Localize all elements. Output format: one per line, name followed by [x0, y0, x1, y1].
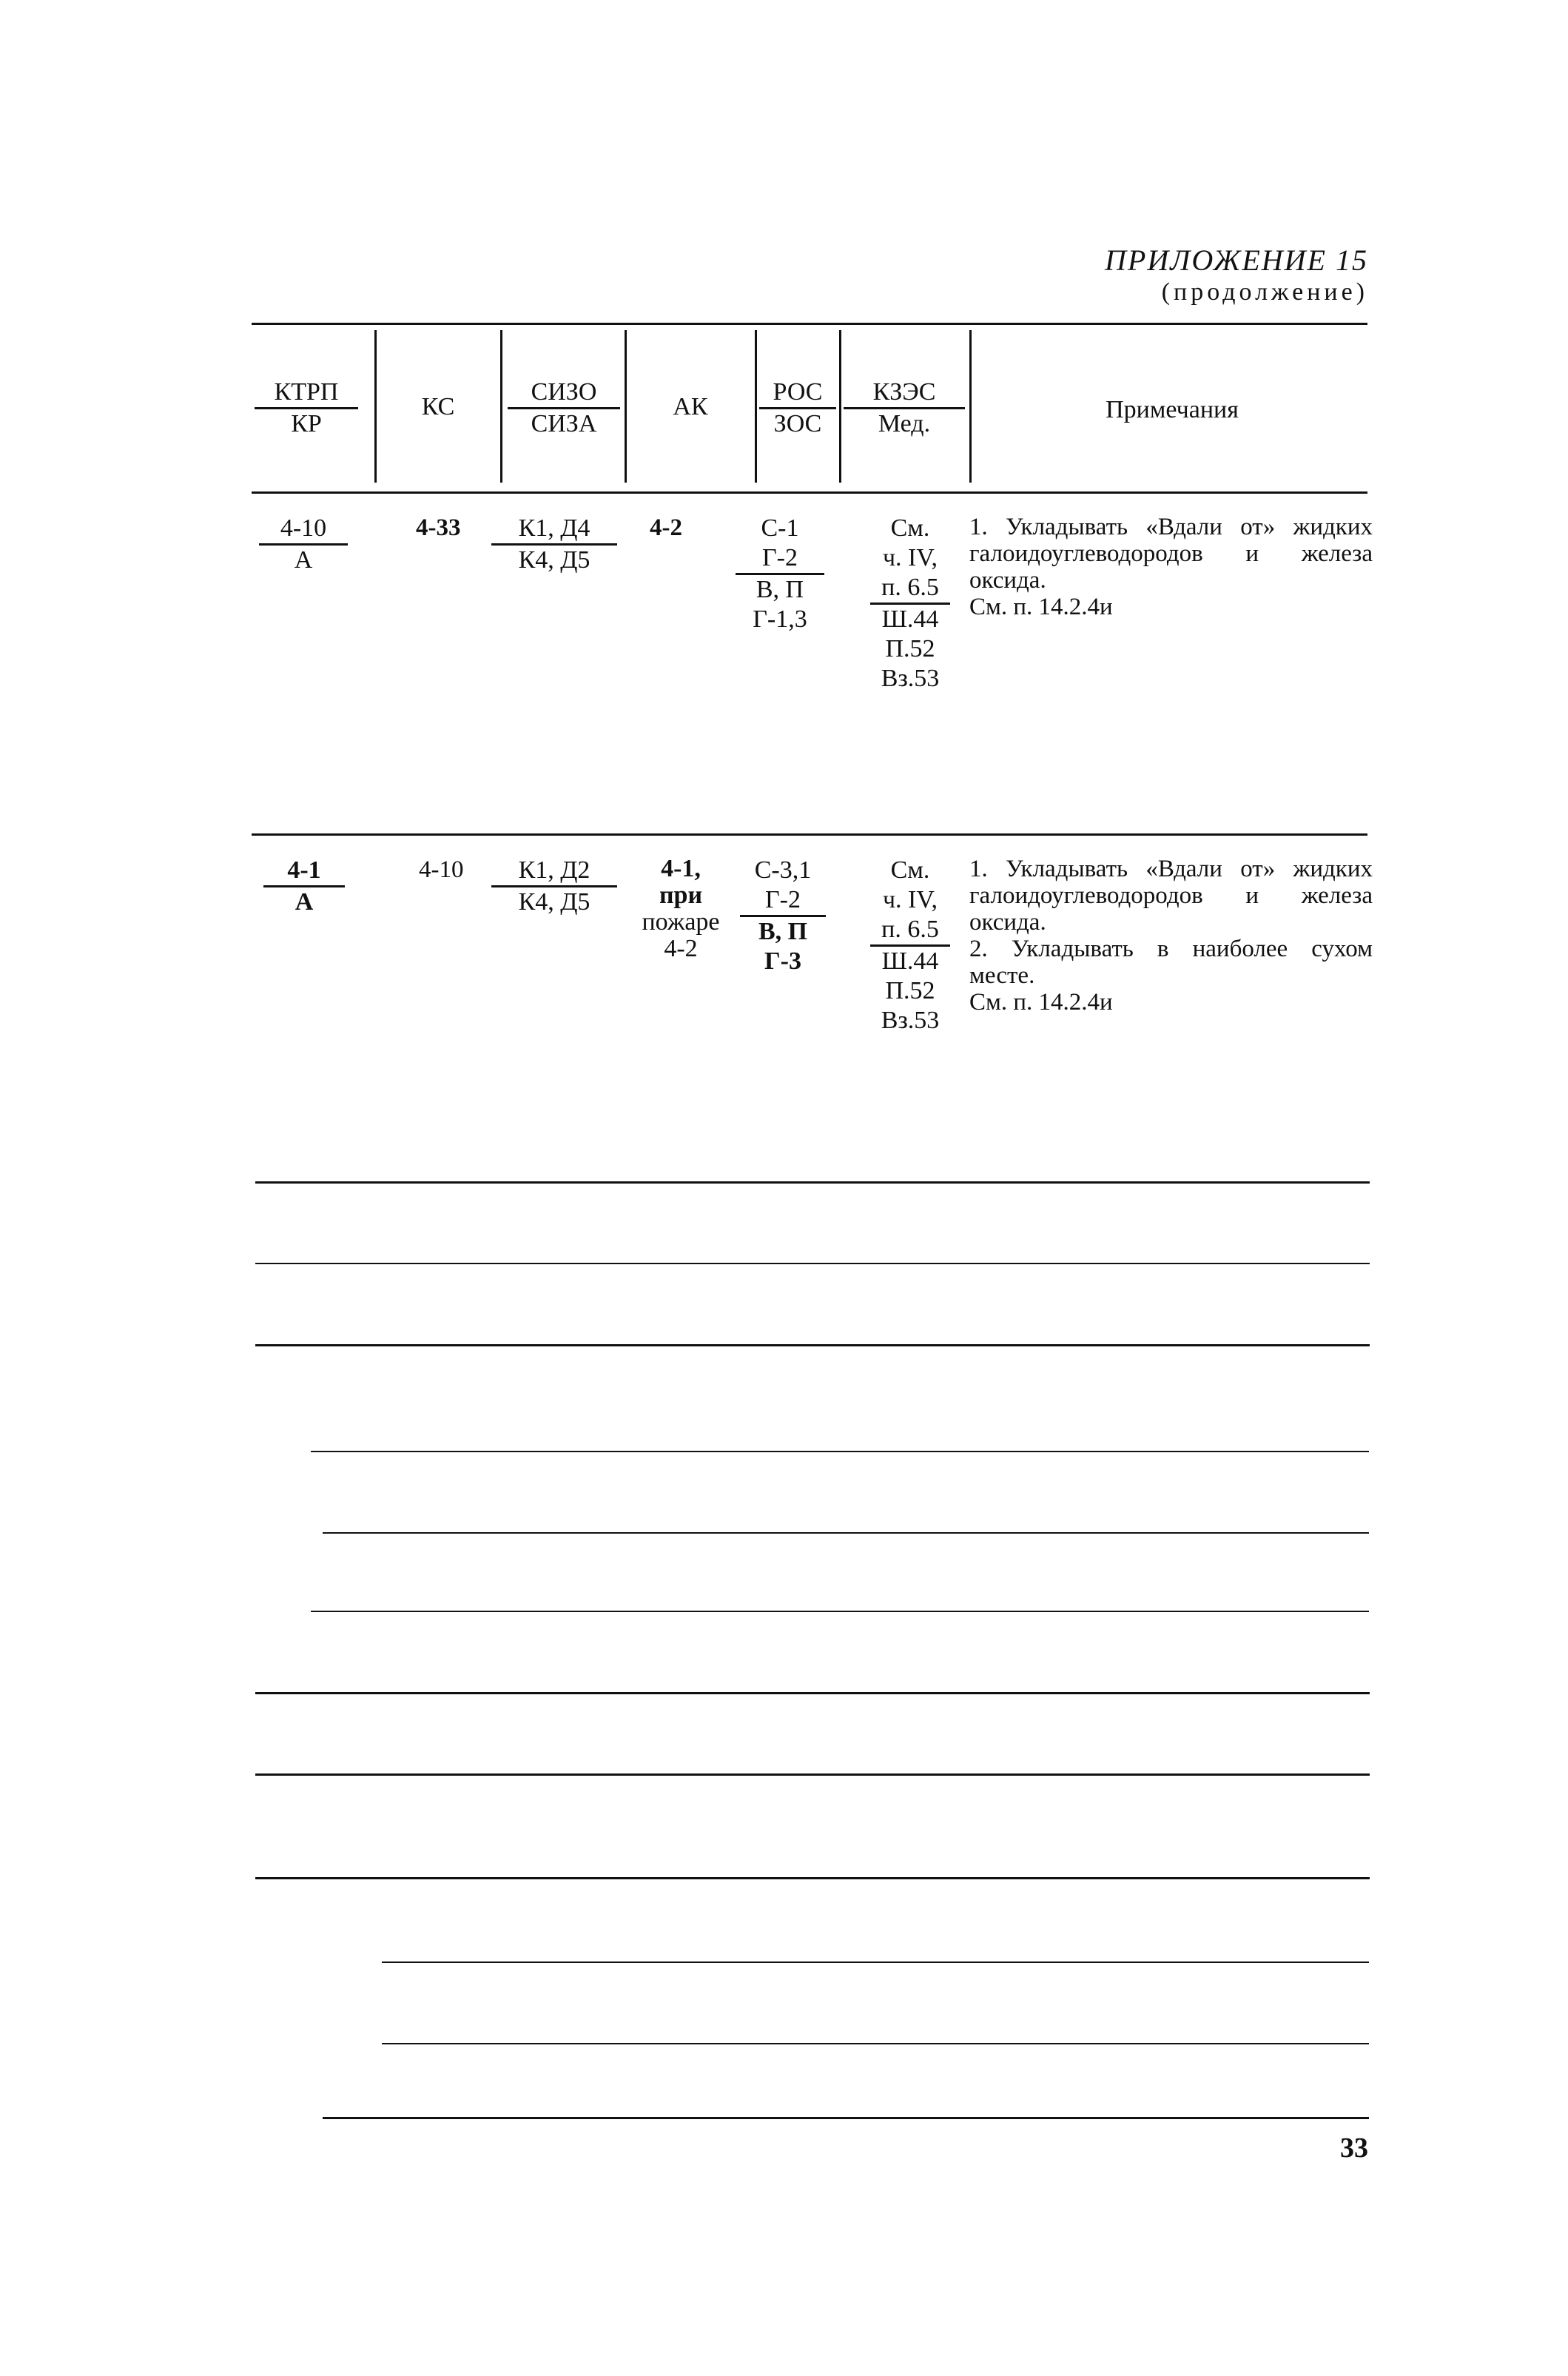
- row2-ak-2: при: [659, 882, 703, 909]
- row1-ros-zos: [736, 514, 824, 634]
- row1-med-1: Ш.44: [870, 603, 950, 634]
- row1-note-1: 1. Укладывать «Вдали от» жидких галоидоуглеводородов и железа оксида.: [969, 514, 1373, 594]
- appendix-title: ПРИЛОЖЕНИЕ 15: [1105, 244, 1368, 277]
- blank-rule: [323, 1532, 1369, 1534]
- header-sizo-siza: [508, 377, 620, 439]
- row1-sizo: К1, Д4: [518, 514, 590, 542]
- header-ros-zos: [759, 377, 836, 439]
- row2-ros-2: Г-2: [765, 886, 801, 913]
- row2-note-ref: См. п. 14.2.4и: [969, 989, 1113, 1016]
- header-kr: КР: [255, 407, 358, 439]
- header-kzes-med: [844, 377, 965, 439]
- page-number: 33: [1340, 2132, 1368, 2164]
- row1-zos-1: В, П: [736, 573, 824, 605]
- row1-kzes-3: п. 6.5: [881, 574, 939, 601]
- row2-kzes-2: ч. IV,: [882, 886, 938, 913]
- header-med: Мед.: [844, 407, 965, 439]
- header-sizo: СИЗО: [531, 378, 597, 406]
- row1-ak: 4-2: [650, 514, 682, 541]
- header-notes: Примечания: [1106, 396, 1239, 423]
- blank-rule: [255, 1181, 1370, 1184]
- blank-rule: [255, 1263, 1370, 1264]
- row2-note-1: 1. Укладывать «Вдали от» жидких галоидоуглеводородов и железа оксида.: [969, 856, 1373, 936]
- row2-ktrp-kr: [263, 856, 345, 917]
- header-siza: СИЗА: [508, 407, 620, 439]
- row1-ks: 4-33: [416, 514, 461, 541]
- appendix-subtitle: (продолжение): [1161, 278, 1368, 306]
- header-divider: [969, 330, 972, 483]
- row2-ak-4: 4-2: [664, 935, 698, 962]
- header-kzes: КЗЭС: [872, 378, 936, 406]
- row2-note-2: 2. Укладывать в наиболее сухом месте.: [969, 936, 1373, 989]
- row1-kzes-1: См.: [890, 514, 930, 542]
- row1-med-3: Вз.53: [881, 665, 940, 692]
- header-ktrp: КТРП: [274, 378, 339, 406]
- blank-rule: [382, 1961, 1369, 1963]
- header-divider: [625, 330, 627, 483]
- row2-ks: 4-10: [419, 856, 464, 883]
- header-ak: АК: [673, 393, 708, 420]
- row2-kzes-med: [870, 856, 950, 1036]
- row2-zos-1: В, П: [740, 915, 826, 947]
- row1-ros-1: С-1: [761, 514, 799, 542]
- row2-sizo: К1, Д2: [518, 856, 590, 884]
- header-divider: [374, 330, 377, 483]
- table-top-rule: [252, 323, 1367, 325]
- row1-ros-2: Г-2: [762, 544, 798, 571]
- header-zos: ЗОС: [759, 407, 836, 439]
- row1-note-ref: См. п. 14.2.4и: [969, 594, 1113, 620]
- row1-kzes-med: [870, 514, 950, 694]
- blank-rule: [323, 2117, 1369, 2119]
- row2-kr: А: [263, 885, 345, 917]
- header-divider: [839, 330, 841, 483]
- row1-ktrp: 4-10: [280, 514, 327, 542]
- row2-ros-1: С-3,1: [754, 856, 812, 884]
- row1-ktrp-kr: [259, 514, 348, 575]
- row1-sizo-siza: [491, 514, 617, 575]
- row2-med-2: П.52: [885, 977, 935, 1004]
- row2-zos-2: Г-3: [764, 947, 801, 975]
- row2-sizo-siza: [491, 856, 617, 917]
- blank-rule: [311, 1451, 1369, 1452]
- row2-kzes-1: См.: [890, 856, 930, 884]
- row2-med-1: Ш.44: [870, 944, 950, 976]
- row2-notes: [969, 856, 1373, 1016]
- blank-rule: [255, 1344, 1370, 1346]
- row1-zos-2: Г-1,3: [753, 605, 807, 633]
- row2-siza: К4, Д5: [491, 885, 617, 917]
- header-ks: КС: [421, 393, 455, 420]
- header-divider: [500, 330, 502, 483]
- row2-ktrp: 4-1: [287, 856, 321, 884]
- row1-kzes-2: ч. IV,: [882, 544, 938, 571]
- row1-notes: [969, 514, 1373, 620]
- blank-rule: [255, 1877, 1370, 1879]
- row2-med-3: Вз.53: [881, 1007, 940, 1034]
- row2-ak-3: пожаре: [642, 908, 720, 936]
- row1-siza: К4, Д5: [491, 543, 617, 575]
- row2-kzes-3: п. 6.5: [881, 916, 939, 943]
- row2-ak: [629, 856, 733, 962]
- table-header-bottom-rule: [252, 491, 1367, 494]
- blank-rule: [311, 1611, 1369, 1612]
- row1-kr: А: [259, 543, 348, 575]
- blank-rule: [382, 2043, 1369, 2044]
- blank-rule: [255, 1773, 1370, 1776]
- header-divider: [755, 330, 757, 483]
- row2-ros-zos: [740, 856, 826, 976]
- row-divider-rule: [252, 833, 1367, 836]
- blank-rule: [255, 1692, 1370, 1694]
- row1-med-2: П.52: [885, 635, 935, 662]
- row2-ak-1: 4-1,: [661, 855, 701, 882]
- header-ros: РОС: [773, 378, 823, 406]
- header-ktrp-kr: [255, 377, 358, 439]
